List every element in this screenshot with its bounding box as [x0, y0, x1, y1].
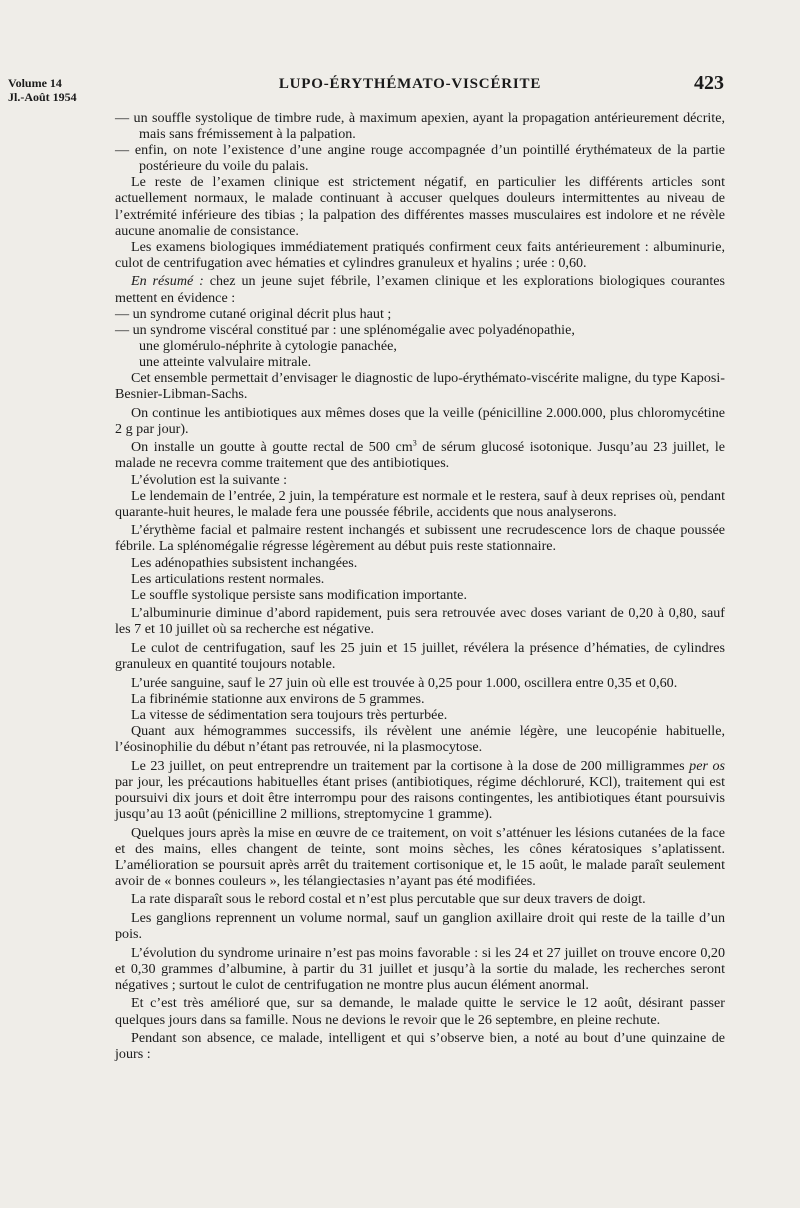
paragraph: Les ganglions reprennent un volume normal, sauf un ganglion axillaire droit qui reste de la taille d’un pois. [115, 910, 725, 943]
paragraph: Le culot de centrifugation, sauf les 25 juin et 15 juillet, révélera la présence d’hématies, de cylindres granuleux en quantité toujours notable. [115, 640, 725, 673]
paragraph: Les articulations restent normales. [131, 570, 325, 587]
running-title: LUPO-ÉRYTHÉMATO-VISCÉRITE [278, 76, 542, 92]
paragraph: La rate disparaît sous le rebord costal et n’est plus percutable que sur deux travers de doigt. [131, 891, 646, 908]
running-header [0, 72, 800, 106]
paragraph: L’évolution est la suivante : [131, 471, 288, 488]
paragraph: Quant aux hémogrammes successifs, ils révèlent une anémie légère, une leucopénie habituelle, l’éosinophilie du début n’étant pas retrouvée, ni la plasmocytose. [115, 722, 725, 756]
paragraph [115, 273, 725, 305]
paragraph: La fibrinémie stationne aux environs de 5 grammes. [131, 690, 425, 707]
list-item: — un syndrome viscéral constitué par : une splénomégalie avec polyadénopathie, [115, 321, 575, 338]
paragraph: Pendant son absence, ce malade, intelligent et qui s’observe bien, a noté au bout d’une quinzaine de jours : [115, 1030, 725, 1063]
paragraph-text: Le 23 juillet, on peut entreprendre un traitement par la cortisone à la dose de 200 milligrammes [131, 757, 690, 774]
paragraph: La vitesse de sédimentation sera toujours très perturbée. [131, 706, 448, 723]
list-item-continuation: une atteinte valvulaire mitrale. [139, 353, 312, 370]
paragraph: L’albuminurie diminue d’abord rapidement, puis sera retrouvée avec doses variant de 0,20 à 0,80, sauf les 7 et 10 juillet où sa recherche est négative. [115, 605, 725, 638]
page-number: 423 [694, 72, 724, 94]
paragraph [115, 758, 725, 822]
superscript: 3 [412, 438, 417, 448]
emphasis: En résumé : [131, 273, 204, 290]
paragraph-text: de sérum glucosé isotonique. Jusqu’au 23 juillet, le malade ne recevra comme traitement que des antibiotiques. [115, 439, 725, 472]
emphasis: per os [689, 757, 725, 774]
paragraph: L’urée sanguine, sauf le 27 juin où elle est trouvée à 0,25 pour 1.000, oscillera entre 0,35 et 0,60. [131, 674, 678, 691]
paragraph: L’évolution du syndrome urinaire n’est pas moins favorable : si les 24 et 27 juillet on trouve encore 0,20 et 0,30 grammes d’albumine, à partir du 31 juillet et jusqu’à la sortie du malade, les recherches seront négatives ; surtout le culot de centrifugation ne montre plus aucun élément anormal. [115, 944, 725, 993]
issue-date: Jl.-Août 1954 [8, 90, 77, 104]
paragraph: Les examens biologiques immédiatement pratiqués confirment ceux faits antérieurement : albuminurie, culot de centrifugation avec hématies et cylindres granuleux et hyalins ; urée : 0,60. [115, 238, 725, 271]
paragraph: Et c’est très amélioré que, sur sa demande, le malade quitte le service le 12 août, désirant passer quelques jours dans sa famille. Nous ne devions le revoir que le 26 septembre, en pleine rechute. [115, 995, 725, 1028]
paragraph [115, 439, 725, 471]
list-item: — un syndrome cutané original décrit plus haut ; [115, 305, 392, 322]
list-item-continuation: une glomérulo-néphrite à cytologie panachée, [139, 337, 397, 354]
paragraph: Le reste de l’examen clinique est strictement négatif, en particulier les différents articles sont actuellement normaux, le malade continuant à accuser quelques douleurs intermittentes au niveau de l’extrémité inférieure des tibias ; la palpation des différentes masses musculaires est indolore et ne révèle aucune anomalie de consistance. [115, 174, 725, 239]
paragraph: Cet ensemble permettait d’envisager le diagnostic de lupo-érythémato-viscérite maligne, du type Kaposi-Besnier-Libman-Sachs. [115, 370, 725, 403]
paragraph-text: chez un jeune sujet fébrile, l’examen clinique et les explorations biologiques courantes mettent en évidence : [115, 273, 725, 306]
paragraph: Le lendemain de l’entrée, 2 juin, la température est normale et le restera, sauf à deux reprises où, pendant quarante-huit heures, le malade fera une poussée fébrile, accidents que nous analyserons. [115, 487, 725, 520]
list-item: — enfin, on note l’existence d’une angine rouge accompagnée d’un pointillé érythémateux de la partie postérieure du voile du palais. [115, 142, 725, 175]
paragraph: Les adénopathies subsistent inchangées. [131, 554, 358, 571]
paragraph: Quelques jours après la mise en œuvre de ce traitement, on voit s’atténuer les lésions cutanées de la face et des mains, elles changent de teinte, sont moins sèches, les cônes kératosiques s’aplatissent. L’amélioration se poursuit après arrêt du traitement cortisonique et, le 15 août, le malade paraît seulement avoir de « bonnes couleurs », les télangiectasies n’ayant pas été modifiées. [115, 824, 725, 889]
list-item: — un souffle systolique de timbre rude, à maximum apexien, ayant la propagation antérieurement décrite, mais sans frémissement à la palpation. [115, 110, 725, 143]
paragraph-text: On installe un goutte à goutte rectal de 500 cm [131, 439, 413, 456]
article-body [115, 110, 725, 1062]
volume-label: Volume 14 [8, 76, 62, 90]
paragraph-text: par jour, les précautions habituelles étant prises (antibiotiques, régime déchloruré, KCl), traitement qui est poursuivi dix jours et doit être interrompu pour des raisons contingentes, les antibiotiques étant poursuivis jusqu’au 13 août (pénicilline 2 millions, streptomycine 1 gramme). [115, 773, 725, 822]
paragraph: L’érythème facial et palmaire restent inchangés et subissent une recrudescence lors de chaque poussée fébrile. La splénomégalie régresse légèrement au début puis reste stationnaire. [115, 522, 725, 555]
paragraph: Le souffle systolique persiste sans modification importante. [131, 586, 467, 603]
paragraph: On continue les antibiotiques aux mêmes doses que la veille (pénicilline 2.000.000, plus chloromycétine 2 g par jour). [115, 404, 725, 437]
